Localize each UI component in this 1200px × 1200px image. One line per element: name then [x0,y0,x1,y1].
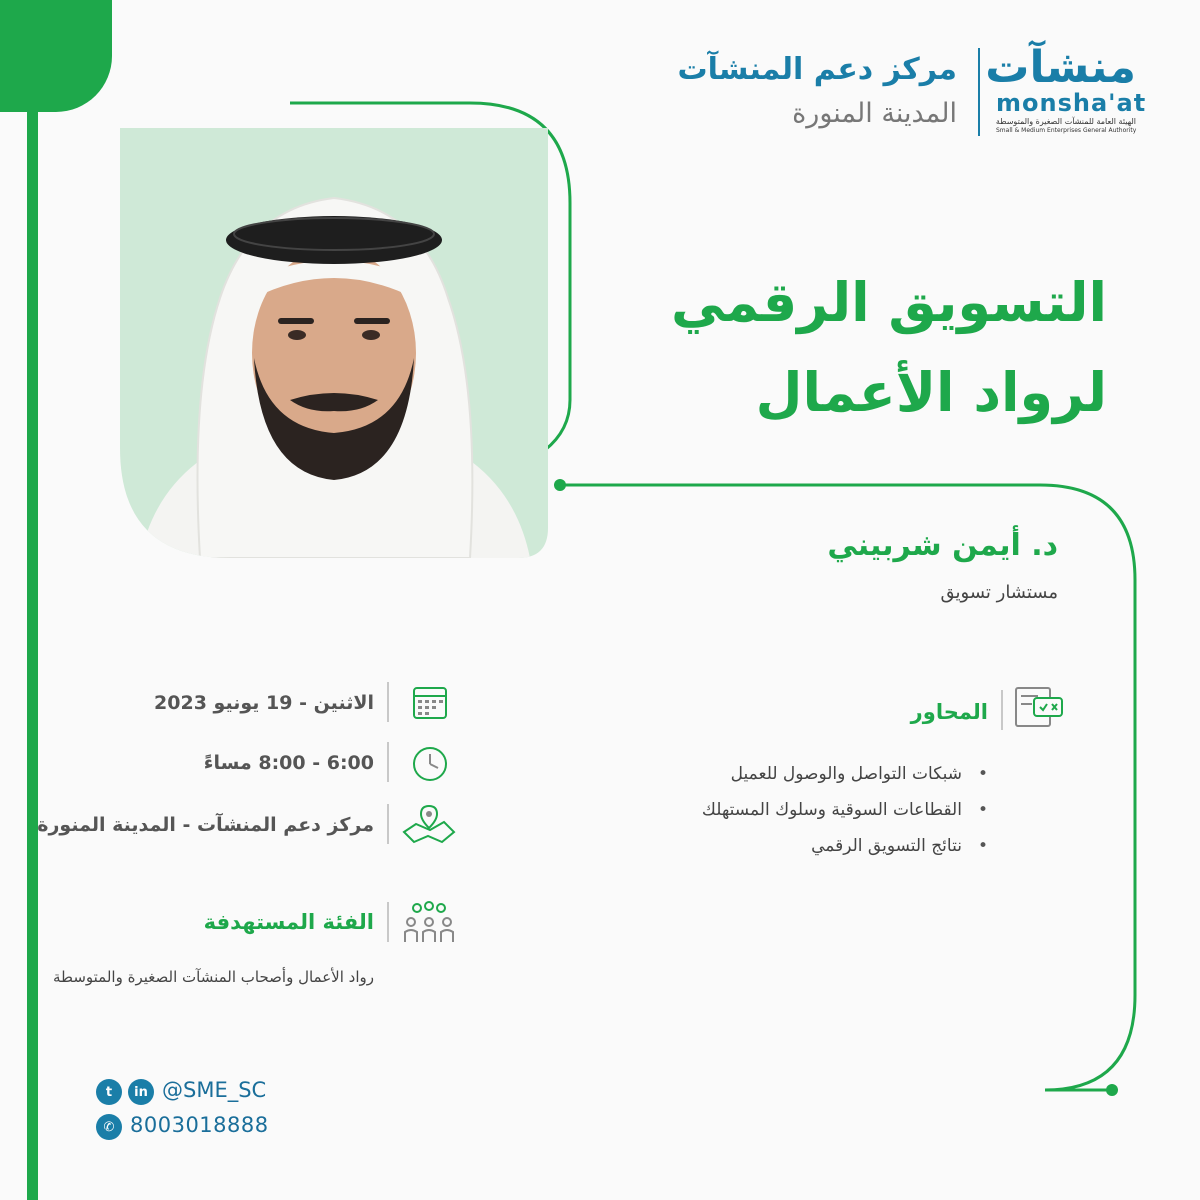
audience-heading: الفئة المستهدفة [203,910,374,934]
divider [387,742,389,782]
list-item: • شبكات التواصل والوصول للعميل [568,756,988,792]
logo-arabic: منشآت [985,42,1136,93]
audience-text: رواد الأعمال وأصحاب المنشآت الصغيرة والمتوسطة [52,968,374,986]
speaker-name: د. أيمن شربيني [827,528,1058,563]
social-handle[interactable]: @SME_SC [162,1078,267,1102]
topics-heading: المحاور [910,700,988,724]
event-location: مركز دعم المنشآت - المدينة المنورة [37,814,374,836]
center-city: المدينة المنورة [792,98,957,129]
divider [387,902,389,942]
linkedin-icon[interactable]: in [128,1079,154,1105]
list-item: • نتائج التسويق الرقمي [568,828,988,864]
left-accent-bar [27,0,38,1200]
header-divider [978,48,980,136]
speaker-role: مستشار تسويق [940,582,1058,603]
speaker-photo [120,128,548,558]
divider [1001,690,1003,730]
people-icon [402,900,456,944]
topics-list [568,756,988,864]
chat-checklist-icon [1012,686,1066,730]
map-pin-icon [402,802,456,846]
corner-decoration [0,0,112,112]
event-date: الاثنين - 19 يونيو 2023 [154,692,374,714]
phone-icon[interactable]: ✆ [96,1114,122,1140]
event-title: التسويق الرقمي لرواد الأعمال [671,271,1107,424]
center-title: مركز دعم المنشآت [677,52,957,87]
divider [387,682,389,722]
list-item: • القطاعات السوقية وسلوك المستهلك [568,792,988,828]
phone-number[interactable]: 8003018888 [130,1113,269,1137]
logo-subtitle-arabic: الهيئة العامة للمنشآت الصغيرة والمتوسطة [995,117,1136,126]
divider [387,804,389,844]
calendar-icon [402,682,456,726]
clock-icon [402,740,456,784]
logo-subtitle-english: Small & Medium Enterprises General Authority [996,127,1137,134]
event-time: 6:00 - 8:00 مساءً [203,752,374,774]
logo-english: monsha'at [996,89,1147,117]
twitter-icon[interactable]: t [96,1079,122,1105]
